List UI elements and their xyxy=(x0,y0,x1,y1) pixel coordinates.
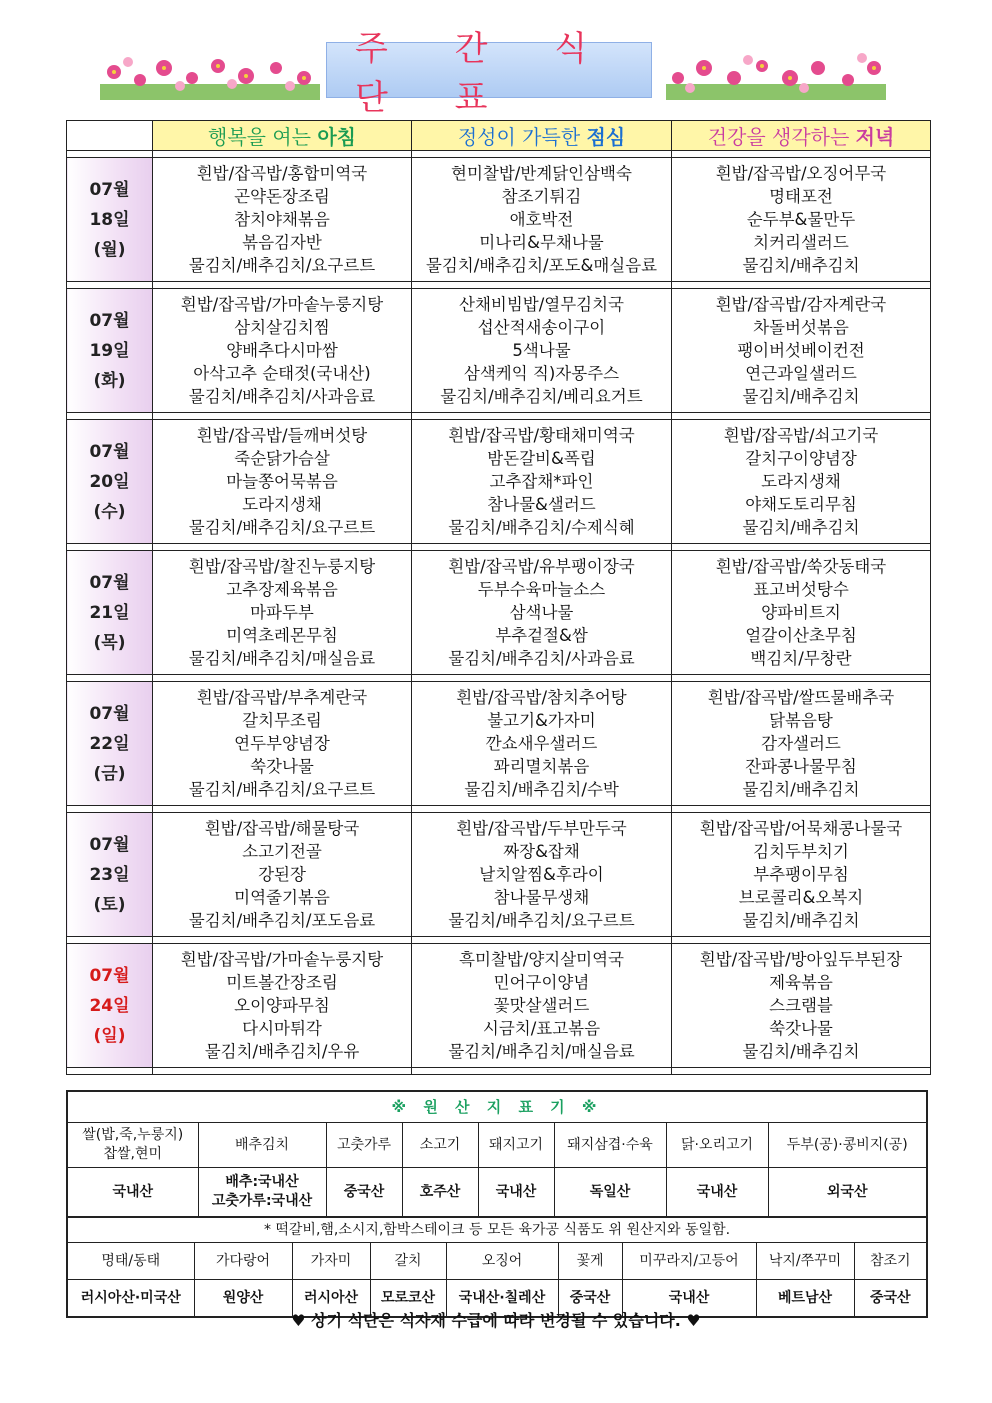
day-month: 07월 xyxy=(89,179,130,200)
day-cell xyxy=(67,158,153,282)
gap-cell xyxy=(412,1068,672,1075)
origin-value: 중국산 xyxy=(854,1280,926,1317)
origin-label: 가자미 xyxy=(292,1243,370,1280)
menu-item: 참나물&샐러드 xyxy=(487,495,596,514)
day-row xyxy=(67,813,931,937)
menu-item: 물김치/배추김치/요구르트 xyxy=(188,518,376,537)
menu-item: 흰밥/잡곡밥/쑥갓동태국 xyxy=(715,557,887,576)
menu-item: 흰밥/잡곡밥/쌀뜨물배추국 xyxy=(707,688,895,707)
menu-item: 표고버섯탕수 xyxy=(753,580,849,599)
origin-label: 참조기 xyxy=(854,1243,926,1280)
menu-item: 흰밥/잡곡밥/오징어무국 xyxy=(715,164,887,183)
menu-item: 강된장 xyxy=(258,865,306,884)
menu-item: 흰밥/잡곡밥/방아잎두부된장 xyxy=(699,950,903,969)
menu-item: 아삭고추 순태젓(국내산) xyxy=(193,364,371,383)
gap-cell xyxy=(672,1068,931,1075)
origin-label: 배추김치 xyxy=(198,1123,326,1168)
menu-item: 민어구이양념 xyxy=(493,973,590,992)
origin-value: 러시아산·미국산 xyxy=(68,1280,194,1317)
day-weekday: (토) xyxy=(93,894,126,915)
origin-label: 두부(공)·콩비지(공) xyxy=(768,1123,926,1168)
dinner-cell xyxy=(672,551,931,675)
menu-item: 잔파콩나물무침 xyxy=(745,757,857,776)
menu-item: 흰밥/잡곡밥/어묵채콩나물국 xyxy=(699,819,903,838)
day-weekday: (일) xyxy=(93,1025,126,1046)
gap-cell xyxy=(153,937,412,944)
lunch-cell xyxy=(412,813,672,937)
lunch-cell xyxy=(412,420,672,544)
origin-value: 중국산 xyxy=(558,1280,622,1317)
origin-value: 외국산 xyxy=(768,1168,926,1217)
day-month: 07월 xyxy=(89,572,130,593)
breakfast-cell xyxy=(153,551,412,675)
origin-value: 국내산·칠레산 xyxy=(446,1280,558,1317)
gap-cell xyxy=(67,675,153,682)
menu-item: 섭산적새송이구이 xyxy=(477,318,606,337)
gap-cell xyxy=(672,806,931,813)
menu-item: 흰밥/잡곡밥/가마솥누룽지탕 xyxy=(180,295,384,314)
menu-item: 흰밥/잡곡밥/부추계란국 xyxy=(196,688,368,707)
menu-item: 물김치/배추김치/사과음료 xyxy=(188,387,376,406)
day-cell xyxy=(67,813,153,937)
menu-item: 볶음김자반 xyxy=(242,233,322,252)
breakfast-cell xyxy=(153,682,412,806)
menu-table xyxy=(66,120,931,1075)
menu-item: 흰밥/잡곡밥/해물탕국 xyxy=(204,819,360,838)
menu-item: 감자샐러드 xyxy=(761,734,841,753)
menu-item: 팽이버섯베이컨전 xyxy=(737,341,865,360)
menu-item: 물김치/배추김치/포도&매실음료 xyxy=(425,256,658,275)
origin-label: 갈치 xyxy=(370,1243,446,1280)
origin-label: 닭·오리고기 xyxy=(666,1123,768,1168)
title-box xyxy=(326,29,652,118)
row-gap xyxy=(67,806,931,813)
gap-cell xyxy=(153,282,412,289)
origin-value: 모로코산 xyxy=(370,1280,446,1317)
origin-note: * 떡갈비,햄,소시지,함박스테이크 등 모든 육가공 식품도 위 원산지와 동일함. xyxy=(68,1217,926,1243)
gap-cell xyxy=(153,413,412,420)
menu-item: 오이양파무침 xyxy=(234,996,330,1015)
dinner-header xyxy=(672,121,931,151)
menu-item: 물김치/배추김치/매실음료 xyxy=(448,1042,635,1061)
menu-item: 흰밥/잡곡밥/두부만두국 xyxy=(456,819,627,838)
menu-item: 흑미찰밥/양지살미역국 xyxy=(459,950,624,969)
menu-item: 현미찰밥/반계닭인삼백숙 xyxy=(451,164,632,183)
lunch-header-emph: 점심 xyxy=(586,125,626,149)
gap-cell xyxy=(412,413,672,420)
flower-decoration-left-icon xyxy=(100,50,320,100)
menu-item: 고추장제육볶음 xyxy=(226,580,338,599)
menu-item: 참나물무생채 xyxy=(493,888,590,907)
menu-item: 꽈리멸치볶음 xyxy=(493,757,590,776)
menu-item: 꽃맛살샐러드 xyxy=(493,996,590,1015)
day-month: 07월 xyxy=(89,834,130,855)
menu-item: 물김치/배추김치 xyxy=(742,518,860,537)
flower-decoration-right-icon xyxy=(666,50,886,100)
menu-item: 흰밥/잡곡밥/황태채미역국 xyxy=(448,426,635,445)
menu-item: 도라지생채 xyxy=(761,472,841,491)
day-date: 22일 xyxy=(89,733,130,754)
gap-cell xyxy=(67,151,153,158)
menu-item: 산채비빔밥/열무김치국 xyxy=(459,295,624,314)
day-date: 19일 xyxy=(89,340,130,361)
gap-cell xyxy=(412,675,672,682)
menu-item: 흰밥/잡곡밥/들깨버섯탕 xyxy=(196,426,368,445)
origin-label: 쌀(밥,죽,누룽지) 찹쌀,현미 xyxy=(68,1123,198,1168)
menu-item: 얼갈이산초무침 xyxy=(745,626,857,645)
origin-title: ※ 원 산 지 표 기 ※ xyxy=(68,1092,926,1123)
menu-item: 명태포전 xyxy=(769,187,833,206)
gap-cell xyxy=(67,413,153,420)
menu-item: 미역초레몬무침 xyxy=(226,626,338,645)
origin-label: 돼지고기 xyxy=(478,1123,554,1168)
day-date: 21일 xyxy=(89,602,130,623)
origin-value: 국내산 xyxy=(478,1168,554,1217)
menu-item: 물김치/배추김치/포도음료 xyxy=(188,911,376,930)
day-month: 07월 xyxy=(89,310,130,331)
menu-item: 고추잡채*파인 xyxy=(489,472,594,491)
menu-item: 미역줄기볶음 xyxy=(234,888,330,907)
menu-item: 물김치/배추김치/요구르트 xyxy=(188,256,376,275)
gap-cell xyxy=(153,544,412,551)
menu-item: 백김치/무창란 xyxy=(750,649,852,668)
dinner-cell xyxy=(672,813,931,937)
gap-cell xyxy=(672,413,931,420)
gap-cell xyxy=(412,282,672,289)
menu-item: 갈치구이양념장 xyxy=(745,449,857,468)
day-date: 20일 xyxy=(89,471,130,492)
corner-cell xyxy=(67,121,153,151)
menu-item: 흰밥/잡곡밥/감자계란국 xyxy=(715,295,887,314)
day-date: 24일 xyxy=(89,995,130,1016)
breakfast-cell xyxy=(153,289,412,413)
menu-item: 흰밥/잡곡밥/홍합미역국 xyxy=(196,164,368,183)
menu-item: 양파비트지 xyxy=(761,603,841,622)
menu-item: 야채도토리무침 xyxy=(745,495,857,514)
gap-cell xyxy=(67,1068,153,1075)
menu-item: 물김치/배추김치/사과음료 xyxy=(448,649,635,668)
menu-item: 물김치/배추김치 xyxy=(742,387,860,406)
origin-label: 꽃게 xyxy=(558,1243,622,1280)
origin-value: 배추:국내산 고춧가루:국내산 xyxy=(198,1168,326,1217)
menu-item: 삼색케익 직)자몽주스 xyxy=(463,364,620,383)
origin-row1-values xyxy=(68,1168,926,1217)
menu-item: 흰밥/잡곡밥/가마솥누룽지탕 xyxy=(180,950,384,969)
origin-value: 국내산 xyxy=(68,1168,198,1217)
menu-item: 참치야채볶음 xyxy=(234,210,330,229)
day-row xyxy=(67,682,931,806)
origin-label: 명태/동태 xyxy=(68,1243,194,1280)
page-title: 주 간 식 단 표 xyxy=(355,29,616,118)
lunch-cell xyxy=(412,289,672,413)
gap-cell xyxy=(153,806,412,813)
gap-cell xyxy=(412,806,672,813)
origin-section xyxy=(66,1090,928,1318)
menu-item: 순두부&물만두 xyxy=(746,210,856,229)
menu-item: 삼색나물 xyxy=(509,603,574,622)
origin-label: 오징어 xyxy=(446,1243,558,1280)
gap-cell xyxy=(153,1068,412,1075)
menu-item: 짜장&잡채 xyxy=(503,842,580,861)
menu-item: 마늘쫑어묵볶음 xyxy=(226,472,338,491)
menu-item: 부추팽이무침 xyxy=(753,865,849,884)
origin-table-2 xyxy=(68,1243,926,1316)
menu-item: 물김치/배추김치 xyxy=(742,911,860,930)
day-date: 18일 xyxy=(89,209,130,230)
menu-item: 물김치/배추김치/베리요거트 xyxy=(440,387,643,406)
row-gap xyxy=(67,282,931,289)
day-weekday: (금) xyxy=(93,763,126,784)
menu-item: 김치두부치기 xyxy=(753,842,849,861)
day-weekday: (수) xyxy=(93,501,126,522)
day-month: 07월 xyxy=(89,703,130,724)
header xyxy=(0,29,992,118)
breakfast-header-emph: 아침 xyxy=(317,125,356,149)
menu-item: 죽순닭가슴살 xyxy=(234,449,330,468)
origin-table-1 xyxy=(68,1123,926,1217)
day-date: 23일 xyxy=(89,864,130,885)
origin-value: 원양산 xyxy=(194,1280,292,1317)
dinner-header-emph: 저녁 xyxy=(855,125,895,149)
menu-item: 시금치/표고볶음 xyxy=(482,1019,601,1038)
menu-item: 미나리&무채나물 xyxy=(479,233,604,252)
dinner-cell xyxy=(672,158,931,282)
footer-notice: ♥ 상기 식단은 식자재 수급에 따라 변경될 수 있습니다. ♥ xyxy=(291,1311,701,1330)
menu-item: 스크램블 xyxy=(769,996,833,1015)
breakfast-cell xyxy=(153,158,412,282)
menu-item: 불고기&가자미 xyxy=(487,711,596,730)
day-cell xyxy=(67,420,153,544)
gap-cell xyxy=(67,937,153,944)
origin-label: 낙지/쭈꾸미 xyxy=(756,1243,854,1280)
menu-item: 치커리샐러드 xyxy=(753,233,849,252)
lunch-cell xyxy=(412,551,672,675)
origin-value: 호주산 xyxy=(402,1168,478,1217)
origin-label: 돼지삼겹·수육 xyxy=(554,1123,666,1168)
menu-item: 도라지생채 xyxy=(242,495,322,514)
menu-item: 물김치/배추김치/요구르트 xyxy=(448,911,635,930)
origin-label: 가다랑어 xyxy=(194,1243,292,1280)
origin-value: 독일산 xyxy=(554,1168,666,1217)
dinner-cell xyxy=(672,289,931,413)
menu-item: 연근과일샐러드 xyxy=(745,364,857,383)
menu-item: 쑥갓나물 xyxy=(769,1019,833,1038)
day-cell xyxy=(67,289,153,413)
gap-cell xyxy=(672,544,931,551)
menu-item: 미트볼간장조림 xyxy=(226,973,338,992)
menu-item: 브로콜리&오복지 xyxy=(738,888,864,907)
day-row xyxy=(67,158,931,282)
menu-item: 부추겉절&쌈 xyxy=(495,626,588,645)
menu-item: 다시마튀각 xyxy=(242,1019,322,1038)
menu-item: 참조기튀김 xyxy=(501,187,582,206)
dinner-cell xyxy=(672,944,931,1068)
origin-label: 소고기 xyxy=(402,1123,478,1168)
origin-label: 미꾸라지/고등어 xyxy=(622,1243,756,1280)
menu-item: 밤돈갈비&폭립 xyxy=(487,449,596,468)
gap-cell xyxy=(412,544,672,551)
menu-item: 5색나물 xyxy=(512,341,571,360)
menu-item: 물김치/배추김치 xyxy=(742,780,860,799)
breakfast-header-prefix: 행복을 여는 xyxy=(208,125,318,149)
menu-item: 차돌버섯볶음 xyxy=(753,318,849,337)
day-weekday: (월) xyxy=(93,239,126,260)
gap-cell xyxy=(412,151,672,158)
menu-item: 깐쇼새우샐러드 xyxy=(485,734,598,753)
menu-item: 흰밥/잡곡밥/찰진누룽지탕 xyxy=(188,557,376,576)
lunch-header-prefix: 정성이 가득한 xyxy=(457,125,587,149)
gap-cell xyxy=(67,282,153,289)
origin-row1-labels xyxy=(68,1123,926,1168)
gap-cell xyxy=(672,675,931,682)
menu-item: 마파두부 xyxy=(250,603,314,622)
menu-item: 물김치/배추김치/매실음료 xyxy=(188,649,376,668)
gap-cell xyxy=(67,806,153,813)
gap-cell xyxy=(672,151,931,158)
menu-item: 애호박전 xyxy=(509,210,574,229)
row-gap xyxy=(67,544,931,551)
origin-value: 베트남산 xyxy=(756,1280,854,1317)
day-row xyxy=(67,289,931,413)
day-month: 07월 xyxy=(89,965,130,986)
menu-item: 제육볶음 xyxy=(769,973,833,992)
breakfast-cell xyxy=(153,420,412,544)
origin-value: 중국산 xyxy=(326,1168,402,1217)
menu-item: 연두부양념장 xyxy=(234,734,330,753)
gap-cell xyxy=(672,282,931,289)
day-row xyxy=(67,551,931,675)
menu-item: 곤약돈장조림 xyxy=(234,187,330,206)
row-gap xyxy=(67,675,931,682)
origin-value: 국내산 xyxy=(666,1168,768,1217)
dinner-cell xyxy=(672,682,931,806)
menu-item: 물김치/배추김치 xyxy=(742,1042,860,1061)
gap-cell xyxy=(672,937,931,944)
breakfast-cell xyxy=(153,813,412,937)
gap-cell xyxy=(412,937,672,944)
menu-item: 두부수육마늘소스 xyxy=(477,580,606,599)
menu-item: 물김치/배추김치/수박 xyxy=(464,780,619,799)
menu-item: 갈치무조림 xyxy=(242,711,322,730)
menu-item: 쑥갓나물 xyxy=(250,757,314,776)
menu-item: 흰밥/잡곡밥/쇠고기국 xyxy=(723,426,879,445)
menu-item: 날치알찜&후라이 xyxy=(479,865,604,884)
breakfast-header xyxy=(153,121,412,151)
day-row xyxy=(67,944,931,1068)
lunch-cell xyxy=(412,682,672,806)
lunch-cell xyxy=(412,944,672,1068)
origin-value: 국내산 xyxy=(622,1280,756,1317)
menu-body xyxy=(67,151,931,1075)
day-cell xyxy=(67,944,153,1068)
day-cell xyxy=(67,682,153,806)
row-gap xyxy=(67,413,931,420)
day-weekday: (목) xyxy=(93,632,126,653)
origin-label: 고춧가루 xyxy=(326,1123,402,1168)
gap-cell xyxy=(153,151,412,158)
menu-item: 양배추다시마쌈 xyxy=(226,341,338,360)
menu-item: 닭볶음탕 xyxy=(769,711,833,730)
menu-item: 물김치/배추김치 xyxy=(742,256,860,275)
menu-item: 물김치/배추김치/우유 xyxy=(204,1042,360,1061)
meal-header-row xyxy=(67,121,931,151)
menu-item: 흰밥/잡곡밥/유부팽이장국 xyxy=(448,557,635,576)
row-gap xyxy=(67,151,931,158)
menu-item: 물김치/배추김치/수제식혜 xyxy=(448,518,635,537)
gap-cell xyxy=(67,544,153,551)
origin-value: 러시아산 xyxy=(292,1280,370,1317)
day-month: 07월 xyxy=(89,441,130,462)
menu-item: 물김치/배추김치/요구르트 xyxy=(188,780,376,799)
menu-item: 삼치살김치찜 xyxy=(234,318,330,337)
day-cell xyxy=(67,551,153,675)
menu-item: 소고기전골 xyxy=(242,842,322,861)
gap-cell xyxy=(153,675,412,682)
day-row xyxy=(67,420,931,544)
origin-row2-labels xyxy=(68,1243,926,1280)
row-gap xyxy=(67,1068,931,1075)
dinner-cell xyxy=(672,420,931,544)
menu-item: 흰밥/잡곡밥/참치추어탕 xyxy=(456,688,627,707)
breakfast-cell xyxy=(153,944,412,1068)
lunch-header xyxy=(412,121,672,151)
row-gap xyxy=(67,937,931,944)
lunch-cell xyxy=(412,158,672,282)
day-weekday: (화) xyxy=(93,370,126,391)
dinner-header-prefix: 건강을 생각하는 xyxy=(707,125,856,149)
